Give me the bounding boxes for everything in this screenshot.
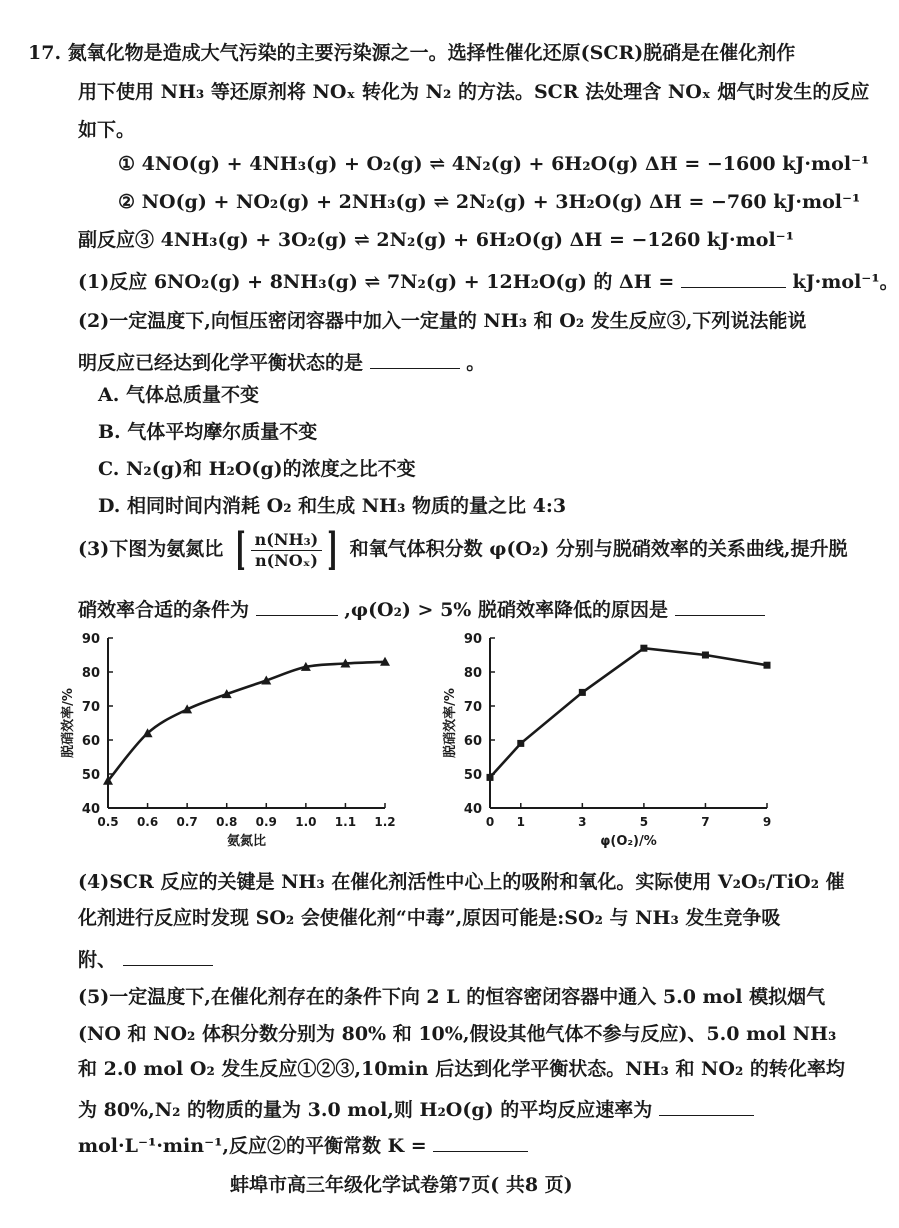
y-tick-label: 40 [463, 802, 482, 817]
ammonia-nitrogen-ratio-fraction [251, 529, 323, 570]
part-1-unit: kJ·mol⁻¹。 [792, 271, 899, 293]
x-tick-label: 5 [639, 815, 649, 829]
page-footer: 蚌埠市高三年级化学试卷第7页( 共8 页) [230, 1174, 573, 1196]
y-tick-label: 50 [81, 768, 100, 783]
option-d: D. 相同时间内消耗 O₂ 和生成 NH₃ 物质的量之比 4:3 [98, 495, 567, 517]
x-tick-label: 0.5 [97, 815, 119, 829]
data-point [487, 774, 494, 781]
answer-blank-1[interactable] [681, 268, 786, 288]
y-axis-label: 脱硝效率/% [443, 688, 458, 758]
part-4-text: 附、 [78, 949, 117, 971]
bracket-right: ] [327, 524, 338, 575]
part-5-text-a: 为 80%,N₂ 的物质的量为 3.0 mol,则 H₂O(g) 的平均反应速率为 [78, 1099, 653, 1121]
part-4-line-1: (4)SCR 反应的关键是 NH₃ 在催化剂活性中心上的吸附和氧化。实际使用 V₂O₅/TiO₂ 催 [78, 871, 845, 893]
data-point [640, 645, 647, 652]
y-tick-label: 60 [81, 734, 100, 749]
part-5-line-1: (5)一定温度下,在催化剂存在的条件下向 2 L 的恒容密闭容器中通入 5.0 mol 模拟烟气 [78, 986, 826, 1008]
x-tick-label: 1.0 [295, 815, 317, 829]
x-tick-label: 1.1 [334, 815, 357, 829]
option-c: C. N₂(g)和 H₂O(g)的浓度之比不变 [98, 458, 416, 480]
intro-line-3: 如下。 [78, 119, 136, 141]
series-line [490, 648, 767, 777]
part-5-line-5 [78, 1132, 528, 1156]
reaction-3: 副反应③ 4NH₃(g) + 3O₂(g) ⇌ 2N₂(g) + 6H₂O(g) ΔH = −1260 kJ·mol⁻¹ [78, 229, 795, 251]
part-5-text-b: mol·L⁻¹·min⁻¹,反应②的平衡常数 K = [78, 1135, 427, 1157]
answer-blank-3a[interactable] [256, 596, 338, 616]
part-1 [78, 268, 899, 292]
option-a: A. 气体总质量不变 [98, 384, 259, 406]
data-point [764, 662, 771, 669]
series-line [108, 662, 385, 781]
x-tick-label: 0 [485, 815, 495, 829]
chart-ammonia-nitrogen-ratio [50, 628, 400, 858]
data-point [579, 689, 586, 696]
part-3-text-b: ,φ(O₂) > 5% 脱硝效率降低的原因是 [344, 599, 668, 621]
x-axis-label: φ(O₂)/% [600, 834, 657, 849]
answer-blank-5a[interactable] [659, 1096, 754, 1116]
x-tick-label: 0.7 [176, 815, 198, 829]
part-2-line-1: (2)一定温度下,向恒压密闭容器中加入一定量的 NH₃ 和 O₂ 发生反应③,下列说法能说 [78, 310, 807, 332]
part-3-line-1 [78, 524, 848, 575]
period: 。 [466, 352, 486, 374]
x-tick-label: 0.8 [216, 815, 238, 829]
x-tick-label: 9 [762, 815, 772, 829]
y-axis-label: 脱硝效率/% [61, 688, 76, 758]
data-point [517, 740, 524, 747]
x-tick-label: 1.2 [374, 815, 396, 829]
answer-blank-4[interactable] [123, 946, 213, 966]
answer-blank-2[interactable] [370, 349, 460, 369]
y-tick-label: 80 [463, 666, 482, 681]
part-5-line-2: (NO 和 NO₂ 体积分数分别为 80% 和 10%,假设其他气体不参与反应)、5.0 mol NH₃ [78, 1023, 837, 1045]
part-4-line-2: 化剂进行反应时发现 SO₂ 会使催化剂“中毒”,原因可能是:SO₂ 与 NH₃ 发生竞争吸 [78, 907, 781, 929]
intro-line-1: 17. 氮氧化物是造成大气污染的主要污染源之一。选择性催化还原(SCR)脱硝是在催化剂作 [28, 42, 796, 64]
part-2-line-2 [78, 349, 485, 373]
part-5-line-4 [78, 1096, 754, 1120]
part-3-prefix: (3)下图为氨氮比 [78, 538, 224, 560]
part-2-text: 明反应已经达到化学平衡状态的是 [78, 352, 364, 374]
y-tick-label: 50 [463, 768, 482, 783]
x-tick-label: 7 [701, 815, 710, 829]
intro-line-2: 用下使用 NH₃ 等还原剂将 NOₓ 转化为 N₂ 的方法。SCR 法处理含 NOₓ 烟气时发生的反应 [78, 81, 870, 103]
part-5-line-3: 和 2.0 mol O₂ 发生反应①②③,10min 后达到化学平衡状态。NH₃ 和 NO₂ 的转化率均 [78, 1058, 845, 1080]
y-tick-label: 90 [81, 632, 100, 647]
part-3-text-a: 硝效率合适的条件为 [78, 599, 250, 621]
part-1-text: (1)反应 6NO₂(g) + 8NH₃(g) ⇌ 7N₂(g) + 12H₂O(g) 的 ΔH = [78, 271, 675, 293]
part-4-line-3 [78, 946, 213, 970]
x-tick-label: 0.9 [255, 815, 277, 829]
y-tick-label: 70 [463, 700, 482, 715]
option-b: B. 气体平均摩尔质量不变 [98, 421, 318, 443]
x-tick-label: 3 [578, 815, 587, 829]
x-tick-label: 1 [516, 815, 525, 829]
y-tick-label: 80 [81, 666, 100, 681]
reaction-2: ② NO(g) + NO₂(g) + 2NH₃(g) ⇌ 2N₂(g) + 3H₂O(g) ΔH = −760 kJ·mol⁻¹ [118, 191, 861, 213]
part-3-suffix: 和氧气体积分数 φ(O₂) 分别与脱硝效率的关系曲线,提升脱 [349, 538, 848, 560]
x-tick-label: 0.6 [136, 815, 159, 829]
part-3-line-2 [78, 596, 765, 620]
reaction-1: ① 4NO(g) + 4NH₃(g) + O₂(g) ⇌ 4N₂(g) + 6H₂O(g) ΔH = −1600 kJ·mol⁻¹ [118, 153, 870, 175]
y-tick-label: 60 [463, 734, 482, 749]
y-tick-label: 40 [81, 802, 100, 817]
fraction-numerator: n(NH₃) [251, 532, 323, 551]
y-tick-label: 70 [81, 700, 100, 715]
y-tick-label: 90 [463, 632, 482, 647]
data-point [702, 652, 709, 659]
x-axis-label: 氨氮比 [226, 834, 267, 849]
answer-blank-3b[interactable] [675, 596, 765, 616]
chart-oxygen-fraction [432, 628, 782, 858]
bracket-left: [ [235, 524, 246, 575]
answer-blank-5b[interactable] [433, 1132, 528, 1152]
fraction-denominator: n(NOₓ) [254, 550, 318, 570]
